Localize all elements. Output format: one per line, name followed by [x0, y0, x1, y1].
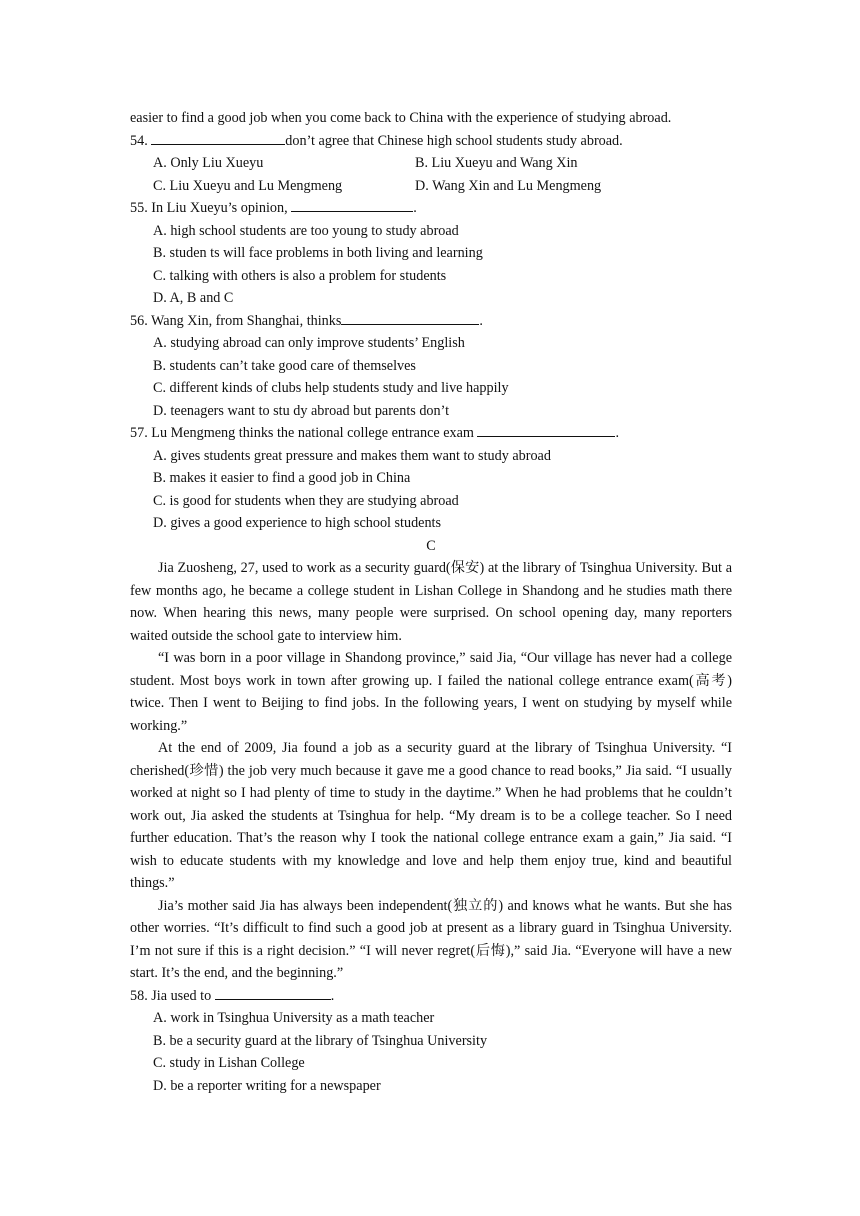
question-stem: don’t agree that Chinese high school students study abroad.: [285, 132, 623, 149]
option-b: B. studen ts will face problems in both living and learning: [153, 245, 483, 261]
question-end: .: [413, 200, 417, 216]
option-c: C. talking with others is also a problem for students: [153, 267, 447, 284]
option-a: A. Only Liu Xueyu: [153, 155, 264, 171]
question-stem: 55. In Liu Xueyu’s opinion,: [130, 200, 288, 216]
option-d: D. A, B and C: [153, 290, 234, 306]
section-label: C: [426, 537, 436, 554]
option-b: B. makes it easier to find a good job in China: [153, 470, 411, 486]
option-d: D. Wang Xin and Lu Mengmeng: [415, 177, 602, 194]
option-c: C. Liu Xueyu and Lu Mengmeng: [153, 177, 343, 194]
option-c: C. is good for students when they are studying abroad: [153, 492, 459, 509]
question-stem: 58. Jia used to: [130, 987, 212, 1004]
answer-blank: [215, 985, 331, 1000]
option-b: B. be a security guard at the library of Tsinghua University: [153, 1032, 488, 1049]
option-b: B. Liu Xueyu and Wang Xin: [415, 155, 578, 171]
answer-blank: [477, 422, 615, 437]
question-58: [130, 985, 732, 1008]
question-55: [130, 197, 732, 220]
answer-blank: [291, 197, 413, 212]
question-54: [130, 130, 732, 153]
answer-blank: [341, 310, 479, 325]
question-number: 54.: [130, 132, 148, 149]
answer-blank: [151, 130, 285, 145]
document-page: [130, 107, 732, 1097]
question-stem: 56. Wang Xin, from Shanghai, thinks: [130, 312, 342, 329]
intro-tail: easier to find a good job when you come back to China with the experience of studying abroad.: [130, 110, 672, 126]
option-d: D. teenagers want to stu dy abroad but parents don’t: [153, 402, 450, 419]
option-d: D. gives a good experience to high school students: [153, 515, 442, 531]
question-57: [130, 422, 732, 445]
question-stem: 57. Lu Mengmeng thinks the national college entrance exam: [130, 425, 474, 441]
passage-paragraph: At the end of 2009, Jia found a job as a security guard at the library of Tsinghua University. “I cherished(珍惜) the job very much because it gave me a good chance to read books,” Jia said. “I usually worked at night so I had plenty of time to study in the daytime.” When he had problems that he couldn’t work out, Jia asked the students at Tsinghua for help. “My dream is to be a college teacher. So I need further education. That’s the reason why I took the national college entrance exam a gain,” Jia said. “I wish to educate students with my knowledge and love and help them enjoy true, kind and beautiful things.”: [130, 740, 732, 891]
question-end: .: [615, 425, 620, 441]
option-a: A. gives students great pressure and makes them want to study abroad: [153, 447, 551, 464]
passage-paragraph: Jia Zuosheng, 27, used to work as a security guard(保安) at the library of Tsinghua University. But a few months ago, he became a college student in Lishan College in Shandong and he studies math there now. When hearing this news, many people were surprised. On school opening day, many reporters waited outside the school gate to interview him.: [130, 560, 732, 644]
options-row: [130, 175, 732, 198]
question-end: .: [479, 312, 483, 329]
option-b: B. students can’t take good care of themselves: [153, 357, 416, 374]
option-c: C. different kinds of clubs help students study and live happily: [153, 380, 509, 396]
passage-paragraph: “I was born in a poor village in Shandong province,” said Jia, “Our village has never had a college student. Most boys work in town after growing up. I failed the national college entrance exam(高考) twice. Then I went to Beijing to find jobs. In the following years, I went on studying by myself while working.”: [130, 650, 732, 734]
option-a: A. work in Tsinghua University as a math teacher: [153, 1010, 435, 1026]
option-d: D. be a reporter writing for a newspaper: [153, 1077, 381, 1094]
option-a: A. high school students are too young to study abroad: [153, 222, 459, 239]
option-a: A. studying abroad can only improve students’ English: [153, 335, 465, 351]
passage-paragraph: Jia’s mother said Jia has always been independent(独立的) and knows what he wants. But she has other worries. “It’s difficult to find such a good job at present as a library guard in Tsinghua University. I’m not sure if this is a right decision.” “I will never regret(后悔),” said Jia. “Everyone will have a new start. It’s the end, and the beginning.”: [130, 897, 732, 981]
question-56: [130, 310, 732, 333]
option-c: C. study in Lishan College: [153, 1055, 305, 1071]
options-row: [130, 152, 732, 175]
question-end: .: [330, 987, 335, 1004]
